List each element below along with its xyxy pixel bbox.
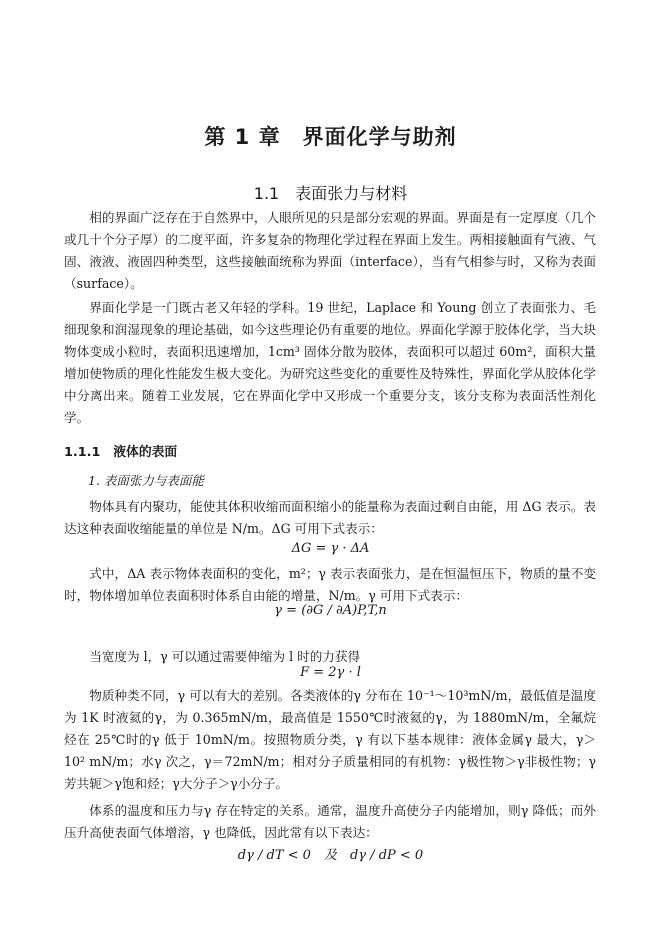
paragraph-interface-chemistry: 界面化学是一门既古老又年轻的学科。19 世纪，Laplace 和 Young 创立了表面张力、毛细现象和润湿现象的理论基础，如今这些理论仍有重要的地位。界面化学源于胶体化学，当大块物体变成小粒时，表面积迅速增加，1cm³ 固体分散为胶体，表面积可以超过 60m²，面积大量增加使物质的理化性能发生极大变化。为研究这些变化的重要性及特殊性，界面化学从胶体化学中分离出来。随着工业发展，它在界面化学中又形成一个重要分支，该分支称为表面活性剂化学。 (64, 300, 596, 425)
paragraph-temperature-pressure: 体系的温度和压力与γ 存在特定的关系。通常，温度升高使分子内能增加，则γ 降低；而外压升高使表面气体增溶，γ 也降低，因此常有以下表达： (64, 803, 596, 840)
item-heading: 1. 表面张力与表面能 (88, 473, 204, 488)
equation-delta-g: ΔG = γ · ΔA (291, 541, 370, 556)
chapter-title: 第 1 章 界面化学与助剂 (204, 125, 457, 149)
paragraph-gamma-range: 物质种类不同，γ 可以有大的差别。各类液体的γ 分布在 10⁻¹～10³mN/m，最低值是温度为 1K 时液氦的γ，为 0.365mN/m，最高值是 1550℃时液氦的γ，为 1880mN/m，全氟烷烃在 25℃时的γ 低于 10mN/m。按照物质分类，γ 有以下基本规律：液体金属γ 最大，γ＞10² mN/m；水γ 次之，γ＝72mN/m；相对分子质量相同的有机物：γ极性物＞γ非极性物；γ芳共轭＞γ饱和烃；γ大分子＞γ小分子。 (64, 688, 596, 791)
section-title: 1.1 表面张力与材料 (253, 184, 408, 203)
paragraph-surface-energy: 物体具有内聚功，能使其体积收缩而面积缩小的能量称为表面过剩自由能，用 ΔG 表示。表达这种表面收缩能量的单位是 N/m。ΔG 可用下式表示： (64, 499, 596, 536)
equation-derivatives: dγ / dT < 0 及 dγ / dP < 0 (237, 848, 424, 863)
paragraph-width: 当宽度为 l，γ 可以通过需要伸缩为 l 时的力获得 (89, 649, 361, 664)
equation-gamma-partial: γ = (∂G / ∂A)P,T,n (274, 603, 387, 618)
subsection-title: 1.1.1 液体的表面 (64, 445, 178, 460)
equation-force: F = 2γ · l (300, 665, 361, 680)
paragraph-interface: 相的界面广泛存在于自然界中，人眼所见的只是部分宏观的界面。界面是有一定厚度（几个或几十个分子厚）的二度平面，许多复杂的物理化学过程在界面上发生。两相接触面有气液、气固、液液、液固四种类型，这些接触面统称为界面（interface），当有气相参与时，又称为表面（surface）。 (64, 210, 596, 291)
paragraph-gamma-definition: 式中，ΔA 表示物体表面积的变化，m²；γ 表示表面张力，是在恒温恒压下，物质的量不变时，物体增加单位表面积时体系自由能的增量，N/m。γ 可用下式表示： (64, 566, 596, 603)
